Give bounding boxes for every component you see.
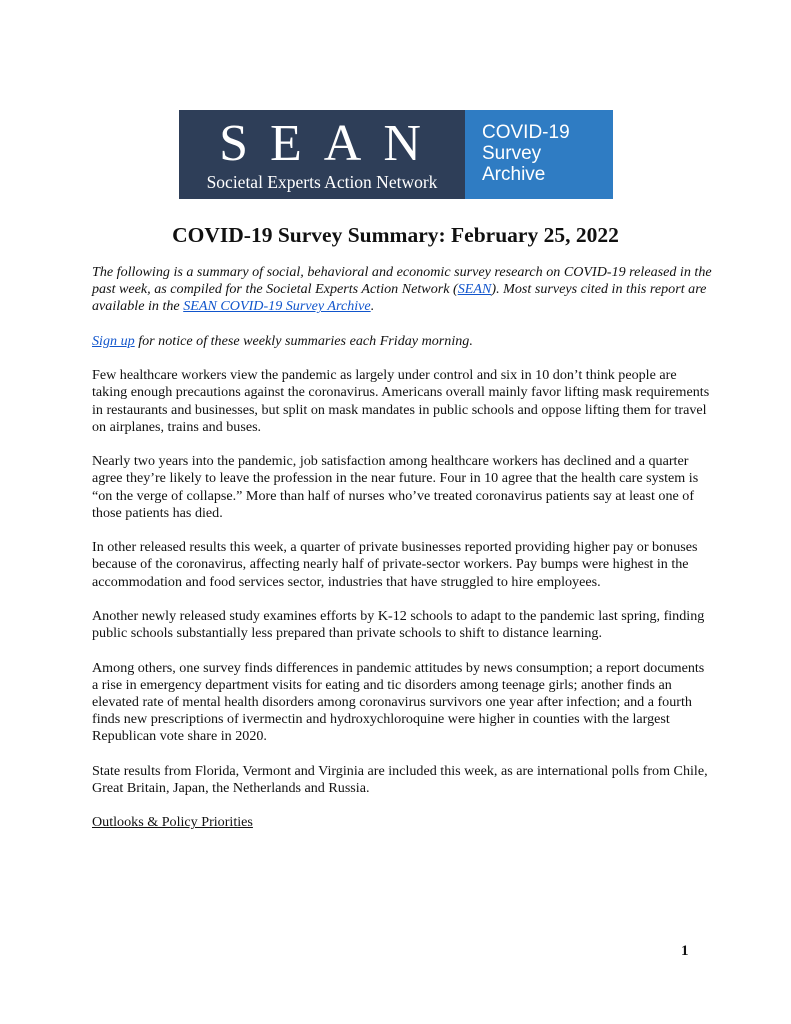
logo-sean-text: SEAN [219, 115, 443, 172]
sean-link[interactable]: SEAN [457, 281, 492, 298]
document-title: COVID-19 Survey Summary: February 25, 2022 [172, 223, 619, 247]
body-paragraph-1: Few healthcare workers view the pandemic as largely under control and six in 10 don’t think people are taking enough precautions against the coronavirus. Americans overall mainly favor lifting mask requirements in restaurants and businesses, but split on mask mandates in public schools and oppose lifting them for travel on airplanes, trains and buses. [92, 367, 710, 435]
signup-paragraph [92, 333, 712, 350]
logo-archive-line-3: Archive [482, 164, 546, 185]
body-paragraph-4: Another newly released study examines efforts by K-12 schools to adapt to the pandemic last spring, finding public schools substantially less prepared than private schools to shift to distance learning. [92, 607, 705, 642]
page-number: 1 [681, 943, 689, 959]
intro-paragraph [92, 264, 712, 316]
intro-text-2: ). Most surveys cited in this report are available in the [92, 281, 707, 315]
document-body [92, 264, 712, 849]
intro-text-3: . [370, 298, 375, 315]
sign-up-link[interactable]: Sign up [92, 332, 135, 349]
section-heading: Outlooks & Policy Priorities [92, 814, 253, 831]
signup-text: for notice of these weekly summaries each Friday morning. [134, 332, 473, 349]
logo-left-panel [179, 110, 465, 199]
body-paragraph-3: In other released results this week, a quarter of private businesses reported providing higher pay or bonuses because of the coronavirus, affecting nearly half of private-sector workers. Pay bumps were highest in the accommodation and food services sector, industries that have struggled to hire employees. [92, 539, 698, 590]
sean-logo [179, 110, 613, 199]
logo-archive-line-2: Survey [482, 143, 542, 164]
body-paragraph-2: Nearly two years into the pandemic, job satisfaction among healthcare workers has declined and a quarter agree they’re likely to leave the profession in the near future. Four in 10 agree that the health care system is “on the verge of collapse.” More than half of nurses who’ve treated coronavirus patients say at least one of those patients has died. [92, 453, 699, 521]
logo-archive-line-1: COVID-19 [482, 122, 570, 143]
intro-text-1: The following is a summary of social, behavioral and economic survey research on COVID-19 released in the past week, as compiled for the Societal Experts Action Network ( [92, 264, 712, 298]
body-paragraph-5: Among others, one survey finds differences in pandemic attitudes by news consumption; a report documents a rise in emergency department visits for eating and tic disorders among teenage girls; another finds an elevated rate of mental health disorders among coronavirus survivors one year after infection; and a fourth finds new prescriptions of ivermectin and hydroxychloroquine were higher in counties with the largest Republican vote share in 2020. [92, 659, 705, 745]
logo-archive-panel [465, 110, 613, 199]
body-paragraph-6: State results from Florida, Vermont and Virginia are included this week, as are international polls from Chile, Great Britain, Japan, the Netherlands and Russia. [92, 762, 708, 796]
survey-archive-link[interactable]: SEAN COVID-19 Survey Archive [183, 298, 371, 315]
logo-subtitle: Societal Experts Action Network [206, 172, 438, 192]
